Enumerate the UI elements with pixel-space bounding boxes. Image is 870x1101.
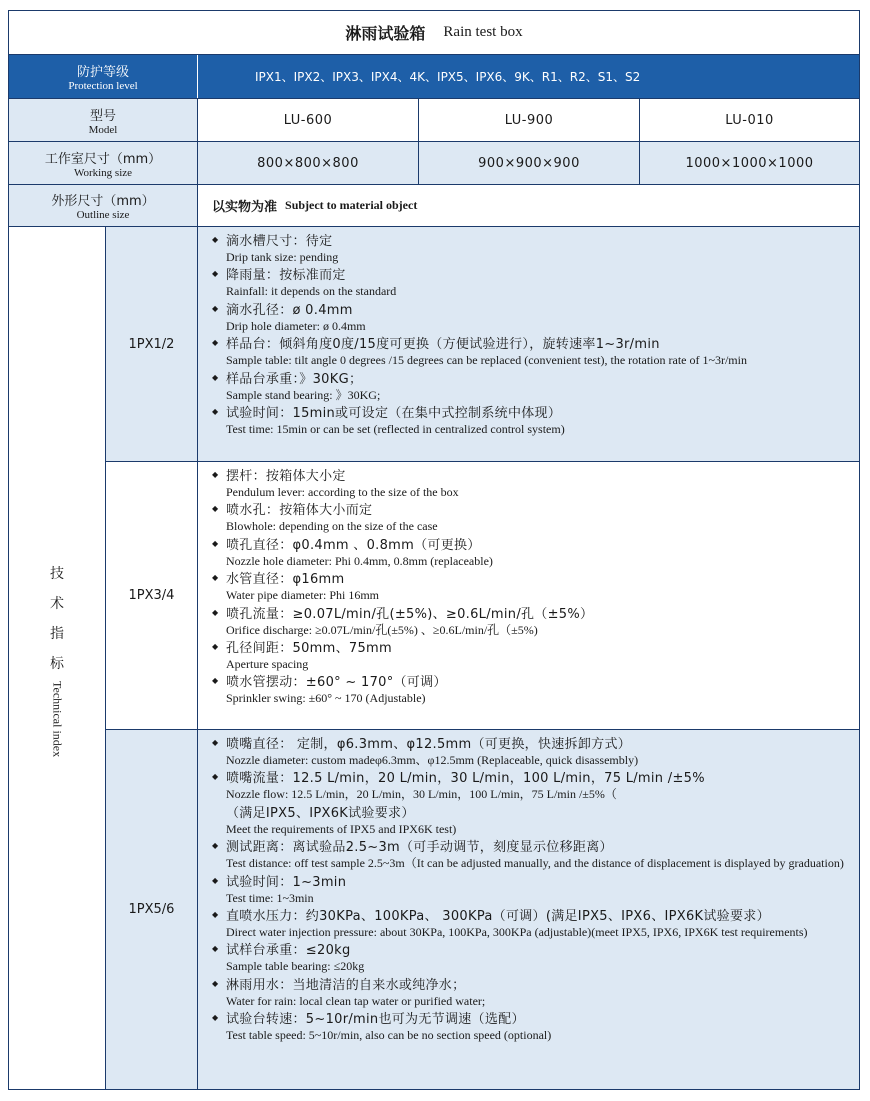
- spec-item-zh: 试样台承重：≤20kg: [226, 943, 351, 959]
- model-label: [9, 99, 197, 141]
- spec-item-zh: （满足IPX5、IPX6K试验要求）: [226, 805, 415, 821]
- working-size-value-1: 800×800×800: [198, 142, 418, 184]
- spec-item-en: Nozzle diameter: custom madeφ6.3mm、φ12.5mm (Replaceable, quick disassembly): [226, 753, 639, 767]
- spec-item-en: Test distance: off test sample 2.5~3m（It can be adjusted manually, and the distance of displacement is displayed by graduation): [226, 856, 844, 871]
- spec-item-en: Water for rain: local clean tap water or purified water;: [226, 993, 486, 1008]
- bullet-icon: ◆: [212, 676, 219, 686]
- spec-item-en: Pendulum lever: according to the size of the box: [226, 485, 459, 499]
- technical-char-3: 指: [50, 625, 64, 642]
- spec-item-en: Test time: 1~3min: [226, 890, 314, 905]
- spec-item: [212, 875, 859, 906]
- spec-item-en: Test time: 15min or can be set (reflected in centralized control system): [226, 421, 565, 436]
- spec-item: [212, 337, 859, 368]
- protection-label-zh: 防护等级: [76, 65, 129, 80]
- bullet-icon: ◆: [212, 841, 219, 851]
- spec-item-en: Nozzle flow: 12.5 L/min，20 L/min，30 L/min，100 L/min，75 L/min /±5%（: [226, 787, 617, 802]
- bullet-icon: ◆: [212, 303, 219, 313]
- technical-char-4: 标: [50, 655, 64, 672]
- section-ipx34-items: [198, 462, 859, 729]
- model-value-2: LU-900: [504, 112, 554, 128]
- table-title: [9, 11, 859, 54]
- section-label-ipx56: 1PX5/6: [106, 730, 197, 1089]
- technical-char-1: 技: [50, 565, 64, 582]
- spec-item-en: Water pipe diameter: Phi 16mm: [226, 588, 379, 603]
- working-size-label-en: Working size: [73, 166, 133, 179]
- working-size-label-zh: 工作室尺寸（mm）: [44, 151, 162, 167]
- bullet-icon: ◆: [212, 978, 219, 988]
- spec-item: [212, 978, 859, 1009]
- spec-table: [8, 10, 860, 1090]
- spec-item-zh: 降雨量：按标准而定: [226, 268, 346, 284]
- model-value-3: LU-010: [725, 112, 774, 128]
- model-label-zh: 型号: [89, 108, 116, 124]
- section-label-ipx34: 1PX3/4: [128, 588, 175, 603]
- bullet-icon: ◆: [212, 909, 219, 919]
- bullet-icon: ◆: [212, 607, 219, 617]
- outline-size-label: [9, 185, 197, 226]
- spec-item-zh: 淋雨用水：当地清洁的自来水或纯净水；: [226, 977, 466, 993]
- spec-item-zh: 喷嘴流量：12.5 L/min，20 L/min，30 L/min，100 L/min，75 L/min /±5%: [226, 771, 705, 787]
- working-size-value-3: 1000×1000×1000: [640, 142, 859, 184]
- spec-item: [212, 538, 859, 569]
- spec-item-zh: 喷嘴直径： 定制，φ6.3mm、φ12.5mm（可更换，快速拆卸方式）: [226, 737, 632, 752]
- spec-item-en: Sample table bearing: ≤20kg: [226, 959, 365, 974]
- spec-item: [212, 503, 859, 534]
- spec-item-zh: 直喷水压力：约30KPa、100KPa、 300KPa（可调）(满足IPX5、IPX6、IPX6K试验要求）: [226, 908, 770, 924]
- spec-item: [212, 909, 859, 940]
- bullet-icon: ◆: [212, 470, 219, 479]
- title-en: Rain test box: [443, 24, 523, 40]
- spec-item-en: Sample stand bearing: 》30KG;: [226, 387, 381, 402]
- outline-size-value-en: Subject to material object: [285, 198, 418, 212]
- bullet-icon: ◆: [212, 1013, 219, 1023]
- spec-item: [212, 675, 859, 706]
- spec-item-zh: 样品台：倾斜角度0度/15度可更换（方便试验进行），旋转速率1~3r/min: [226, 337, 660, 353]
- spec-item-zh: 测试距离：离试验品2.5~3m（可手动调节，刻度显示位移距离）: [226, 840, 613, 856]
- spec-item-zh: 摆杆：按箱体大小定: [226, 469, 346, 484]
- spec-item-zh: 试验时间：15min或可设定（在集中式控制系统中体现）: [226, 405, 562, 421]
- spec-item-en: Rainfall: it depends on the standard: [226, 284, 397, 299]
- spec-item: [212, 840, 859, 871]
- bullet-icon: ◆: [212, 406, 219, 416]
- bullet-icon: ◆: [212, 269, 219, 279]
- spec-item: [212, 641, 859, 672]
- spec-item-en: Drip hole diameter: ø 0.4mm: [226, 318, 366, 333]
- technical-char-2: 术: [50, 595, 64, 612]
- model-label-en: Model: [88, 123, 118, 136]
- spec-item: [212, 572, 859, 603]
- spec-item-en: Aperture spacing: [226, 656, 309, 671]
- bullet-icon: ◆: [212, 641, 219, 651]
- outline-size-value-zh: 以实物为准: [212, 200, 278, 215]
- spec-item-zh: 喷水管摆动：±60° ~ 170°（可调）: [226, 675, 447, 691]
- spec-item: [212, 607, 859, 638]
- bullet-icon: ◆: [212, 235, 219, 244]
- spec-item-zh: 水管直径：φ16mm: [226, 572, 345, 588]
- spec-item: [212, 469, 859, 500]
- bullet-icon: ◆: [212, 944, 219, 954]
- spec-item-en: Orifice discharge: ≥0.07L/min/孔(±5%) 、≥0.6L/min/孔（±5%): [226, 622, 538, 637]
- spec-item: [212, 737, 859, 768]
- spec-item-en: Drip tank size: pending: [226, 250, 339, 264]
- bullet-icon: ◆: [212, 338, 219, 348]
- protection-label: [9, 55, 197, 98]
- outline-size-value: [212, 185, 852, 226]
- spec-item: [212, 406, 859, 437]
- spec-item-zh: 试验台转速：5~10r/min也可为无节调速（选配）: [226, 1012, 525, 1028]
- spec-item-en: Sample table: tilt angle 0 degrees /15 degrees can be replaced (convenient test), the rotation rate of 1~3r/min: [226, 353, 747, 368]
- bullet-icon: ◆: [212, 738, 219, 747]
- spec-item-en: Test table speed: 5~10r/min, also can be no section speed (optional): [226, 1028, 552, 1043]
- bullet-icon: ◆: [212, 573, 219, 583]
- bullet-icon: ◆: [212, 538, 219, 548]
- spec-item: [212, 372, 859, 403]
- bullet-icon: ◆: [212, 772, 219, 782]
- section-ipx56-items: [198, 730, 859, 1089]
- spec-item-zh: 滴水孔径：ø 0.4mm: [226, 302, 353, 318]
- spec-item-en: Blowhole: depending on the size of the case: [226, 519, 438, 534]
- bullet-icon: ◆: [212, 875, 219, 885]
- spec-item-en: Meet the requirements of IPX5 and IPX6K test): [226, 821, 457, 836]
- spec-item: [212, 1012, 859, 1043]
- working-size-value-2: 900×900×900: [419, 142, 639, 184]
- model-value-1: LU-600: [283, 112, 333, 128]
- title-zh: 淋雨试验箱: [345, 24, 426, 43]
- outline-size-label-en: Outline size: [76, 209, 130, 221]
- spec-item-zh: 喷孔直径：φ0.4mm 、0.8mm（可更换）: [226, 537, 481, 553]
- spec-item: [212, 806, 859, 837]
- spec-item-zh: 试验时间：1~3min: [226, 874, 347, 890]
- spec-item-zh: 喷孔流量：≥0.07L/min/孔(±5%)、≥0.6L/min/孔（±5%）: [226, 606, 594, 622]
- protection-label-en: Protection level: [68, 80, 138, 92]
- outline-size-label-zh: 外形尺寸（mm）: [51, 194, 155, 209]
- spec-item-zh: 滴水槽尺寸：待定: [226, 234, 333, 249]
- spec-item: [212, 303, 859, 334]
- bullet-icon: ◆: [212, 504, 219, 514]
- spec-item: [212, 771, 859, 802]
- spec-item-en: Direct water injection pressure: about 30KPa, 100KPa, 300KPa (adjustable)(meet IPX5, IPX6, IPX6K test requirements): [226, 924, 808, 939]
- spec-item-zh: 孔径间距：50mm、75mm: [226, 640, 392, 656]
- section-ipx12-items: [198, 227, 859, 461]
- technical-index-label: [9, 227, 105, 1089]
- spec-item-zh: 样品台承重：》30KG；: [226, 371, 363, 387]
- protection-value: IPX1、IPX2、IPX3、IPX4、4K、IPX5、IPX6、9K、R1、R2、S1、S2: [255, 70, 641, 84]
- spec-item: [212, 943, 859, 974]
- bullet-icon: ◆: [212, 372, 219, 382]
- technical-label-en: Technical index: [50, 680, 65, 758]
- working-size-label: [9, 142, 197, 184]
- spec-item: [212, 234, 859, 265]
- spec-item-en: Sprinkler swing: ±60° ~ 170 (Adjustable): [226, 691, 426, 706]
- spec-item-zh: 喷水孔：按箱体大小而定: [226, 503, 373, 519]
- section-label-ipx12: 1PX1/2: [106, 227, 197, 461]
- spec-item-en: Nozzle hole diameter: Phi 0.4mm, 0.8mm (replaceable): [226, 553, 493, 568]
- spec-item: [212, 268, 859, 299]
